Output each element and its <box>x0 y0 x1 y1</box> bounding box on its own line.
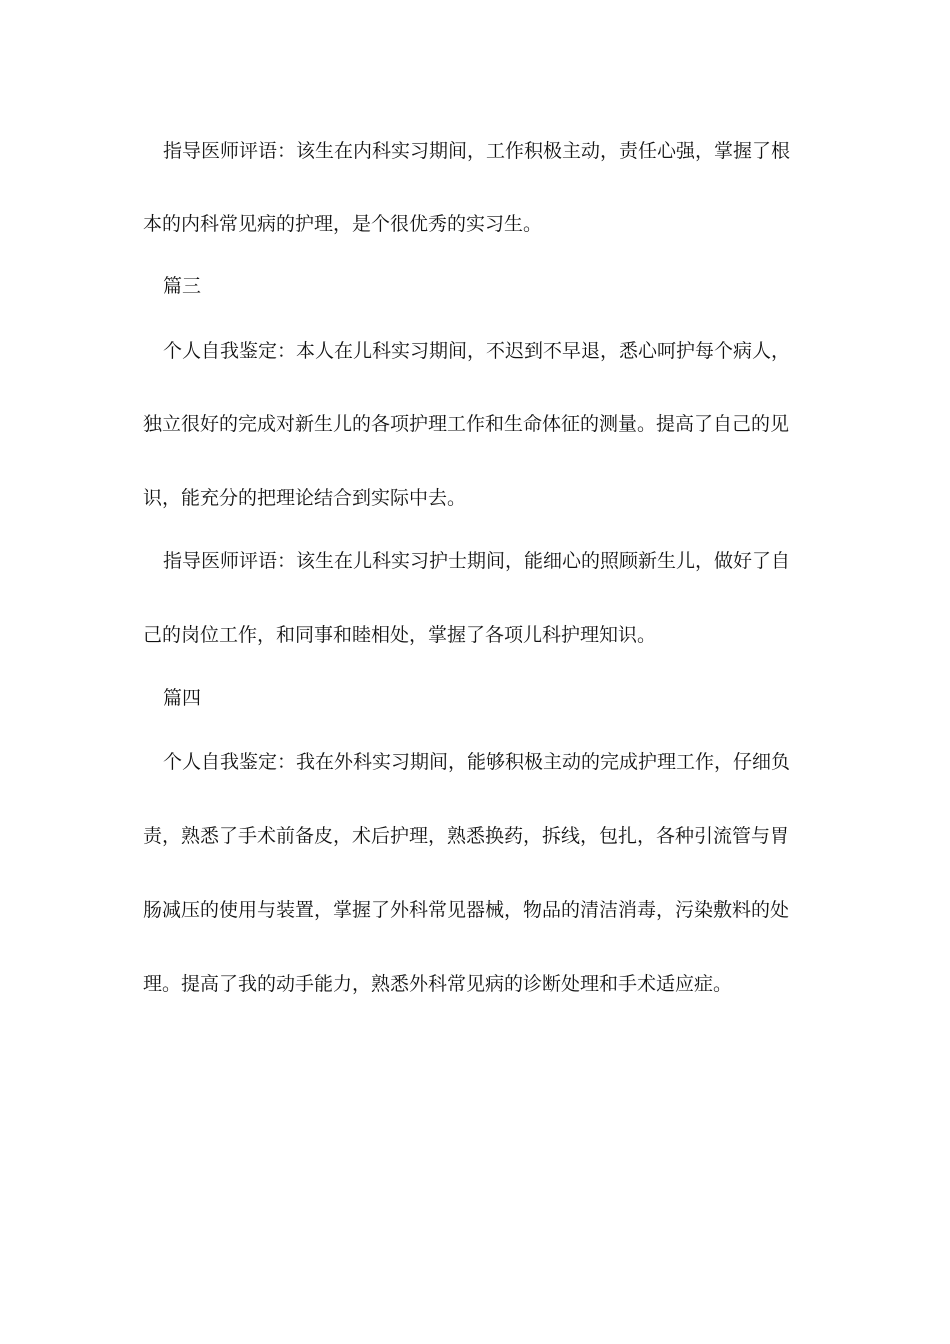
paragraph-line: 己的岗位工作，和同事和睦相处，掌握了各项儿科护理知识。 <box>143 624 657 646</box>
paragraph-line: 个人自我鉴定：本人在儿科实习期间，不迟到不早退，悉心呵护每个病人， <box>163 340 791 362</box>
section-heading: 篇四 <box>163 687 202 709</box>
paragraph-line: 个人自我鉴定：我在外科实习期间，能够积极主动的完成护理工作，仔细负 <box>163 751 791 773</box>
paragraph-line: 本的内科常见病的护理，是个很优秀的实习生。 <box>143 213 543 235</box>
paragraph-line: 责，熟悉了手术前备皮，术后护理，熟悉换药，拆线，包扎，各种引流管与胃 <box>143 825 790 847</box>
section-heading: 篇三 <box>163 275 202 297</box>
paragraph-line: 肠减压的使用与装置，掌握了外科常见器械，物品的清洁消毒，污染敷料的处 <box>143 899 790 921</box>
paragraph-line: 理。提高了我的动手能力，熟悉外科常见病的诊断处理和手术适应症。 <box>143 973 733 995</box>
paragraph-line: 指导医师评语：该生在内科实习期间，工作积极主动，责任心强，掌握了根 <box>163 140 791 162</box>
paragraph-line: 独立很好的完成对新生儿的各项护理工作和生命体征的测量。提高了自己的见 <box>143 413 790 435</box>
paragraph-line: 指导医师评语：该生在儿科实习护士期间，能细心的照顾新生儿，做好了自 <box>163 550 791 572</box>
paragraph-line: 识，能充分的把理论结合到实际中去。 <box>143 487 467 509</box>
